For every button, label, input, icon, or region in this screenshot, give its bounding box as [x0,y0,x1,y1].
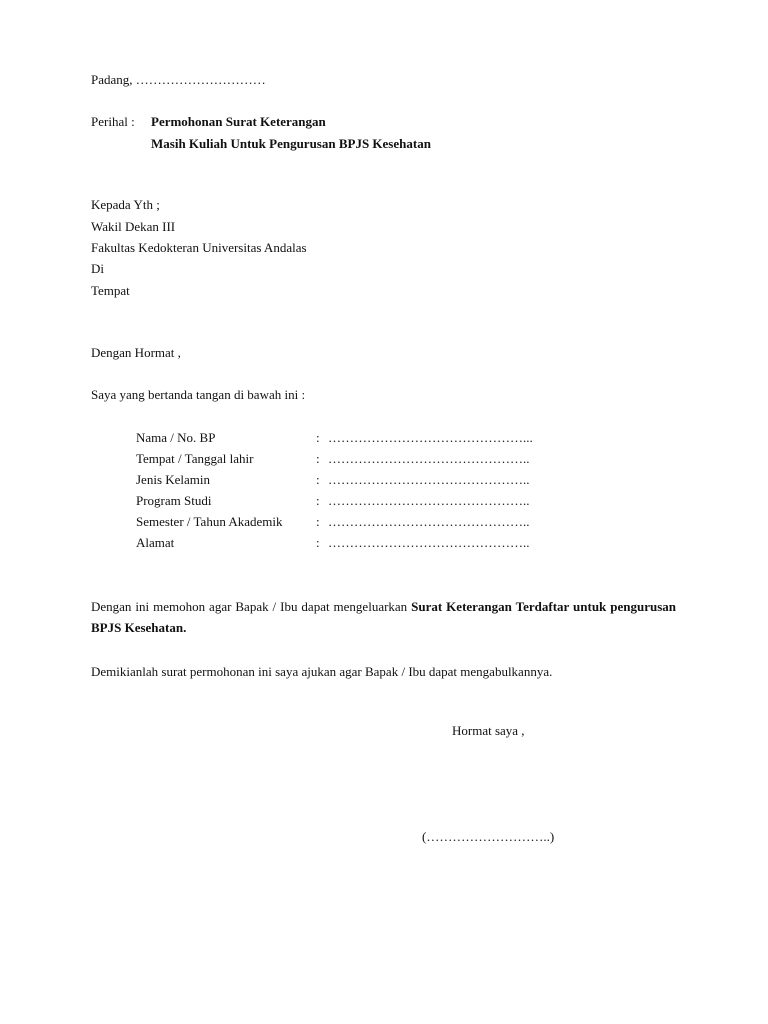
field-label-birth: Tempat / Tanggal lahir [136,451,254,466]
intro-text: Saya yang bertanda tangan di bawah ini : [91,387,306,402]
recipient-line: Kepada Yth ; [91,197,160,212]
field-value-semester: ……………………………………….. [328,514,530,529]
field-value-address: ……………………………………….. [328,535,530,550]
field-colon: : [316,493,320,508]
subject-line-1: Permohonan Surat Keterangan [151,114,326,129]
closing-paragraph: Demikianlah surat permohonan ini saya ajukan agar Bapak / Ibu dapat mengabulkannya. [91,664,553,679]
field-label-name: Nama / No. BP [136,430,216,445]
date-line: Padang, ………………………… [91,72,266,87]
field-colon: : [316,451,320,466]
field-label-study-program: Program Studi [136,493,212,508]
request-paragraph [91,596,676,638]
field-colon: : [316,430,320,445]
field-label-address: Alamat [136,535,175,550]
request-text: Dengan ini memohon agar Bapak / Ibu dapat mengeluarkan [91,599,412,614]
field-value-name: ………………………………………... [328,430,533,445]
field-colon: : [316,535,320,550]
signature-placeholder: (………………………..) [422,829,555,844]
field-value-study-program: ……………………………………….. [328,493,530,508]
subject-line-2: Masih Kuliah Untuk Pengurusan BPJS Kesehatan [151,136,431,151]
greeting: Dengan Hormat , [91,345,181,360]
field-colon: : [316,514,320,529]
subject-label: Perihal : [91,114,135,129]
recipient-line: Wakil Dekan III [91,219,176,234]
closing-salutation: Hormat saya , [452,723,525,738]
request-text-bold: Surat Keterangan Terdaftar untuk pengurusan BPJS Kesehatan. [91,599,676,635]
field-colon: : [316,472,320,487]
recipient-line: Fakultas Kedokteran Universitas Andalas [91,240,307,255]
field-value-birth: ……………………………………….. [328,451,530,466]
recipient-line: Tempat [91,283,130,298]
field-value-gender: ……………………………………….. [328,472,530,487]
field-label-gender: Jenis Kelamin [136,472,211,487]
recipient-line: Di [91,261,104,276]
field-label-semester: Semester / Tahun Akademik [136,514,283,529]
